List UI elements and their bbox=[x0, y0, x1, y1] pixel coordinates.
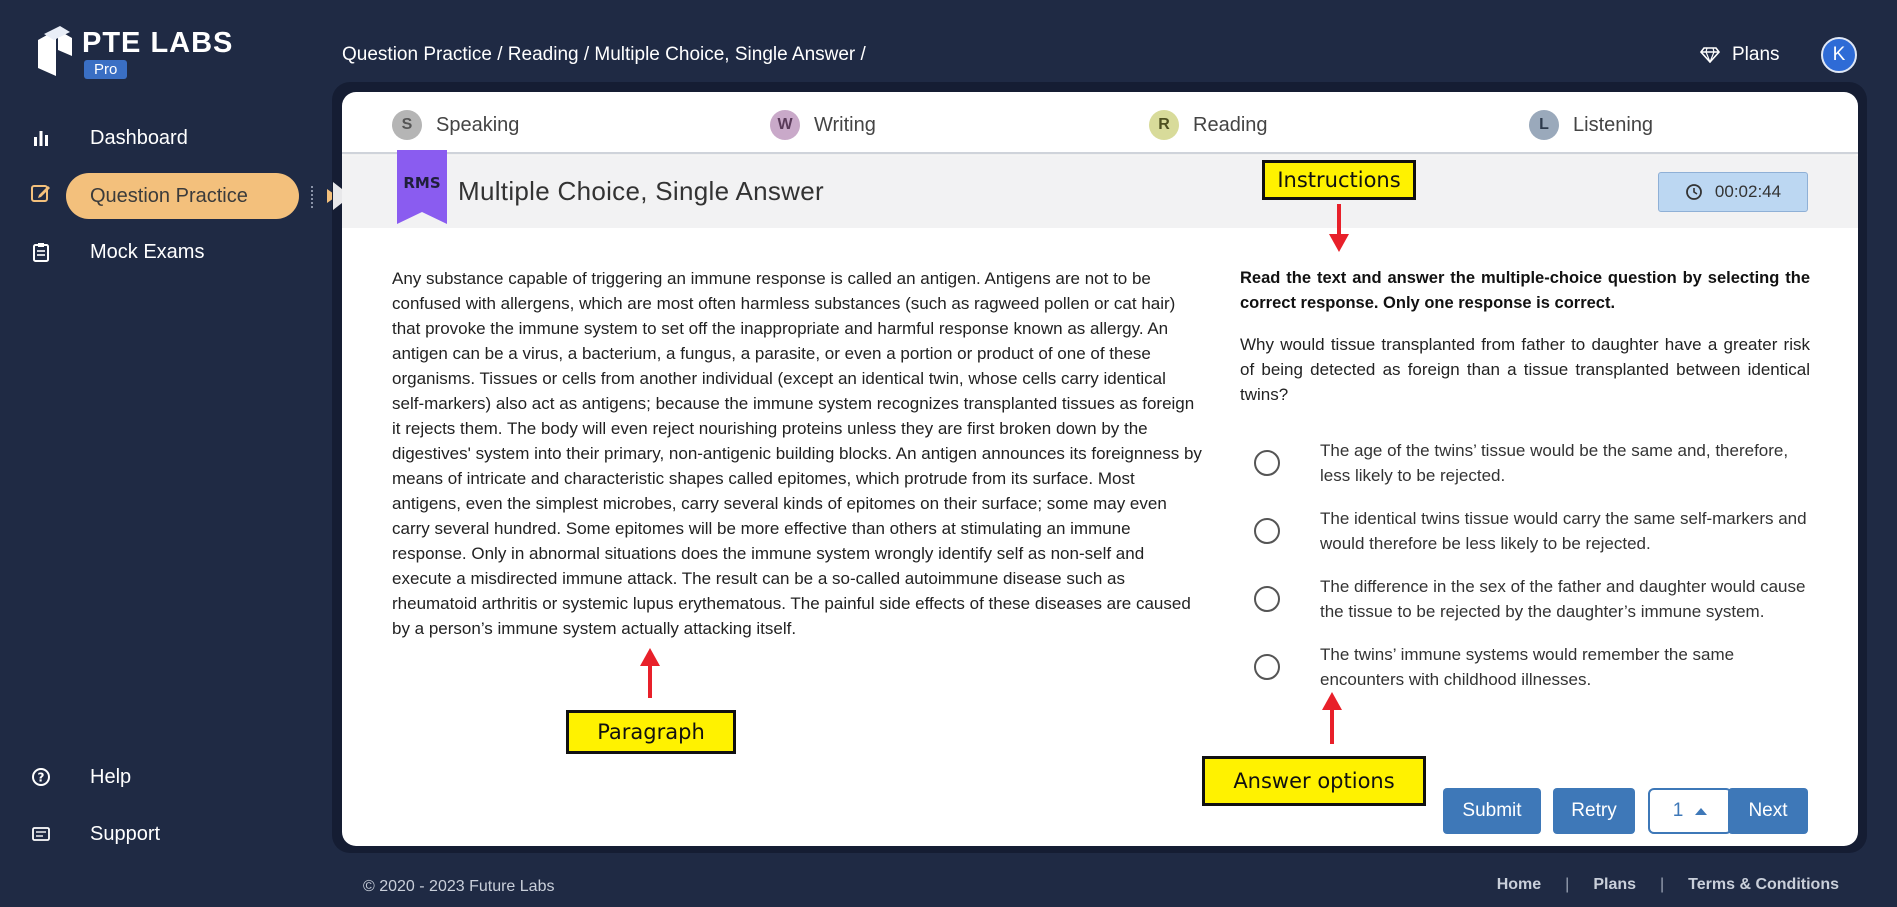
annotation-arrow bbox=[1330, 708, 1334, 744]
question-prompt: Why would tissue transplanted from father to daughter have a greater risk of being detected as foreign than a tissue transplanted between identical twins? bbox=[1240, 335, 1810, 404]
tab-label: Writing bbox=[814, 113, 876, 136]
page-number-select[interactable] bbox=[1648, 788, 1732, 834]
svg-text:?: ? bbox=[37, 770, 45, 785]
tab-label: Speaking bbox=[436, 113, 520, 136]
submit-button[interactable]: Submit bbox=[1443, 788, 1541, 834]
plans-label: Plans bbox=[1732, 44, 1780, 65]
instructions-text: Read the text and answer the multiple-choice question by selecting the correct response. Only one response is correct. bbox=[1240, 269, 1810, 312]
question-card bbox=[342, 92, 1858, 846]
sidebar-item-help[interactable] bbox=[30, 755, 131, 799]
option-text: The difference in the sex of the father and daughter would cause the tissue to be rejected by the daughter’s immune system. bbox=[1320, 577, 1806, 621]
tab-speaking[interactable] bbox=[392, 110, 519, 140]
radio-button[interactable] bbox=[1254, 586, 1280, 612]
breadcrumb[interactable]: Question Practice / Reading / Multiple Choice, Single Answer / bbox=[342, 44, 866, 65]
plans-link[interactable] bbox=[1700, 44, 1780, 66]
sidebar-item-label: Mock Exams bbox=[90, 240, 205, 263]
radio-button[interactable] bbox=[1254, 518, 1280, 544]
diamond-icon bbox=[1700, 47, 1720, 63]
sidebar-item-label: Dashboard bbox=[90, 126, 188, 149]
retry-button[interactable]: Retry bbox=[1553, 788, 1635, 834]
annotation-answer-options: Answer options bbox=[1202, 756, 1426, 806]
support-icon bbox=[30, 823, 52, 845]
annotation-arrow bbox=[1337, 204, 1341, 236]
sidebar-item-label: Support bbox=[90, 822, 161, 845]
tab-label: Listening bbox=[1573, 113, 1654, 136]
listening-icon: L bbox=[1529, 110, 1559, 140]
footer-link-plans[interactable]: Plans bbox=[1593, 876, 1637, 893]
question-type-badge: RMS bbox=[403, 174, 441, 192]
radio-button[interactable] bbox=[1254, 654, 1280, 680]
annotation-instructions: Instructions bbox=[1262, 160, 1416, 200]
brand-logo[interactable] bbox=[36, 26, 233, 80]
answer-option[interactable] bbox=[1254, 506, 1814, 556]
bar-chart-icon bbox=[30, 127, 52, 149]
tab-listening[interactable] bbox=[1529, 110, 1653, 140]
brand-name: PTE LABS bbox=[82, 27, 234, 59]
section-tabs bbox=[342, 92, 1858, 154]
question-type-ribbon bbox=[397, 150, 447, 224]
sidebar-item-label: Help bbox=[90, 765, 132, 788]
caret-up-icon bbox=[1695, 808, 1707, 815]
pro-badge: Pro bbox=[84, 60, 127, 79]
help-circle-icon bbox=[30, 766, 52, 788]
question-title: Multiple Choice, Single Answer bbox=[458, 176, 824, 206]
avatar[interactable]: K bbox=[1821, 37, 1857, 73]
annotation-arrow-head bbox=[1329, 234, 1349, 252]
sidebar-item-mock-exams[interactable] bbox=[30, 230, 204, 274]
footer-link-home[interactable]: Home bbox=[1496, 876, 1542, 893]
copyright: © 2020 - 2023 Future Labs bbox=[363, 878, 555, 895]
annotation-paragraph: Paragraph bbox=[566, 710, 736, 754]
answer-option[interactable] bbox=[1254, 642, 1814, 692]
tab-reading[interactable] bbox=[1149, 110, 1268, 140]
annotation-arrow bbox=[648, 664, 652, 698]
sidebar-item-dashboard[interactable] bbox=[30, 116, 188, 160]
reading-paragraph: Any substance capable of triggering an immune response is called an antigen. Antigens are not to be confused with allergens, which are most often harmless substances (such as ragweed pollen or cat hair) that provoke the immune system to set off the inappropriate and harmful response known as allergy. An antigen can be a virus, a bacterium, a fungus, a parasite, or even a portion or product of one of these organisms. Tissues or cells from another individual (except an identical twin, whose cells carry identical self-markers) also act as antigens; because the immune system recognizes transplanted tissues as foreign it rejects them. The body will even reject nourishing proteins unless they are first broken down by the digestives' system into their primary, non-antigenic building blocks. An antigen announces its foreignness by means of intricate and characteristic shapes called epitomes, which protrude from its surface. Most antigens, even the simplest microbes, carry several kinds of epitomes on their surface; some may even carry several hundred. Some epitomes will be more effective than others at stimulating an immune response. Only in abnormal situations does the immune system wrongly identify self as non-self and execute a misdirected immune attack. The result can be a so-called autoimmune disease such as rheumatoid arthritis or systemic lupus erythematous. The painful side effects of these diseases are caused by a person’s immune system actually attacking itself. bbox=[392, 269, 1202, 638]
footer-link-terms[interactable]: Terms & Conditions bbox=[1688, 876, 1839, 893]
logo-mark-icon bbox=[36, 26, 74, 80]
speaking-icon: S bbox=[392, 110, 422, 140]
answer-option[interactable] bbox=[1254, 438, 1814, 488]
option-text: The identical twins tissue would carry the same self-markers and would therefore be less likely to be rejected. bbox=[1320, 509, 1807, 553]
edit-icon bbox=[30, 182, 54, 206]
radio-button[interactable] bbox=[1254, 450, 1280, 476]
sidebar-item-question-practice[interactable]: Question Practice bbox=[66, 173, 299, 219]
sidebar-divider bbox=[311, 186, 313, 208]
footer-separator: | bbox=[1660, 876, 1665, 893]
clock-icon bbox=[1685, 183, 1703, 201]
tab-writing[interactable] bbox=[770, 110, 876, 140]
option-text: The twins’ immune systems would remember the same encounters with childhood illnesses. bbox=[1320, 645, 1735, 689]
answer-option[interactable] bbox=[1254, 574, 1814, 624]
tab-label: Reading bbox=[1193, 113, 1268, 136]
sidebar-item-support[interactable] bbox=[30, 812, 160, 856]
option-text: The age of the twins’ tissue would be the same and, therefore, less likely to be rejected. bbox=[1320, 441, 1789, 485]
timer-value: 00:02:44 bbox=[1714, 182, 1782, 201]
next-button[interactable]: Next bbox=[1728, 788, 1808, 834]
clipboard-icon bbox=[30, 241, 52, 263]
reading-icon: R bbox=[1149, 110, 1179, 140]
footer-separator: | bbox=[1565, 876, 1570, 893]
writing-icon: W bbox=[770, 110, 800, 140]
page-number-value: 1 bbox=[1672, 800, 1684, 821]
timer bbox=[1658, 172, 1808, 212]
footer-links bbox=[1497, 876, 1839, 894]
